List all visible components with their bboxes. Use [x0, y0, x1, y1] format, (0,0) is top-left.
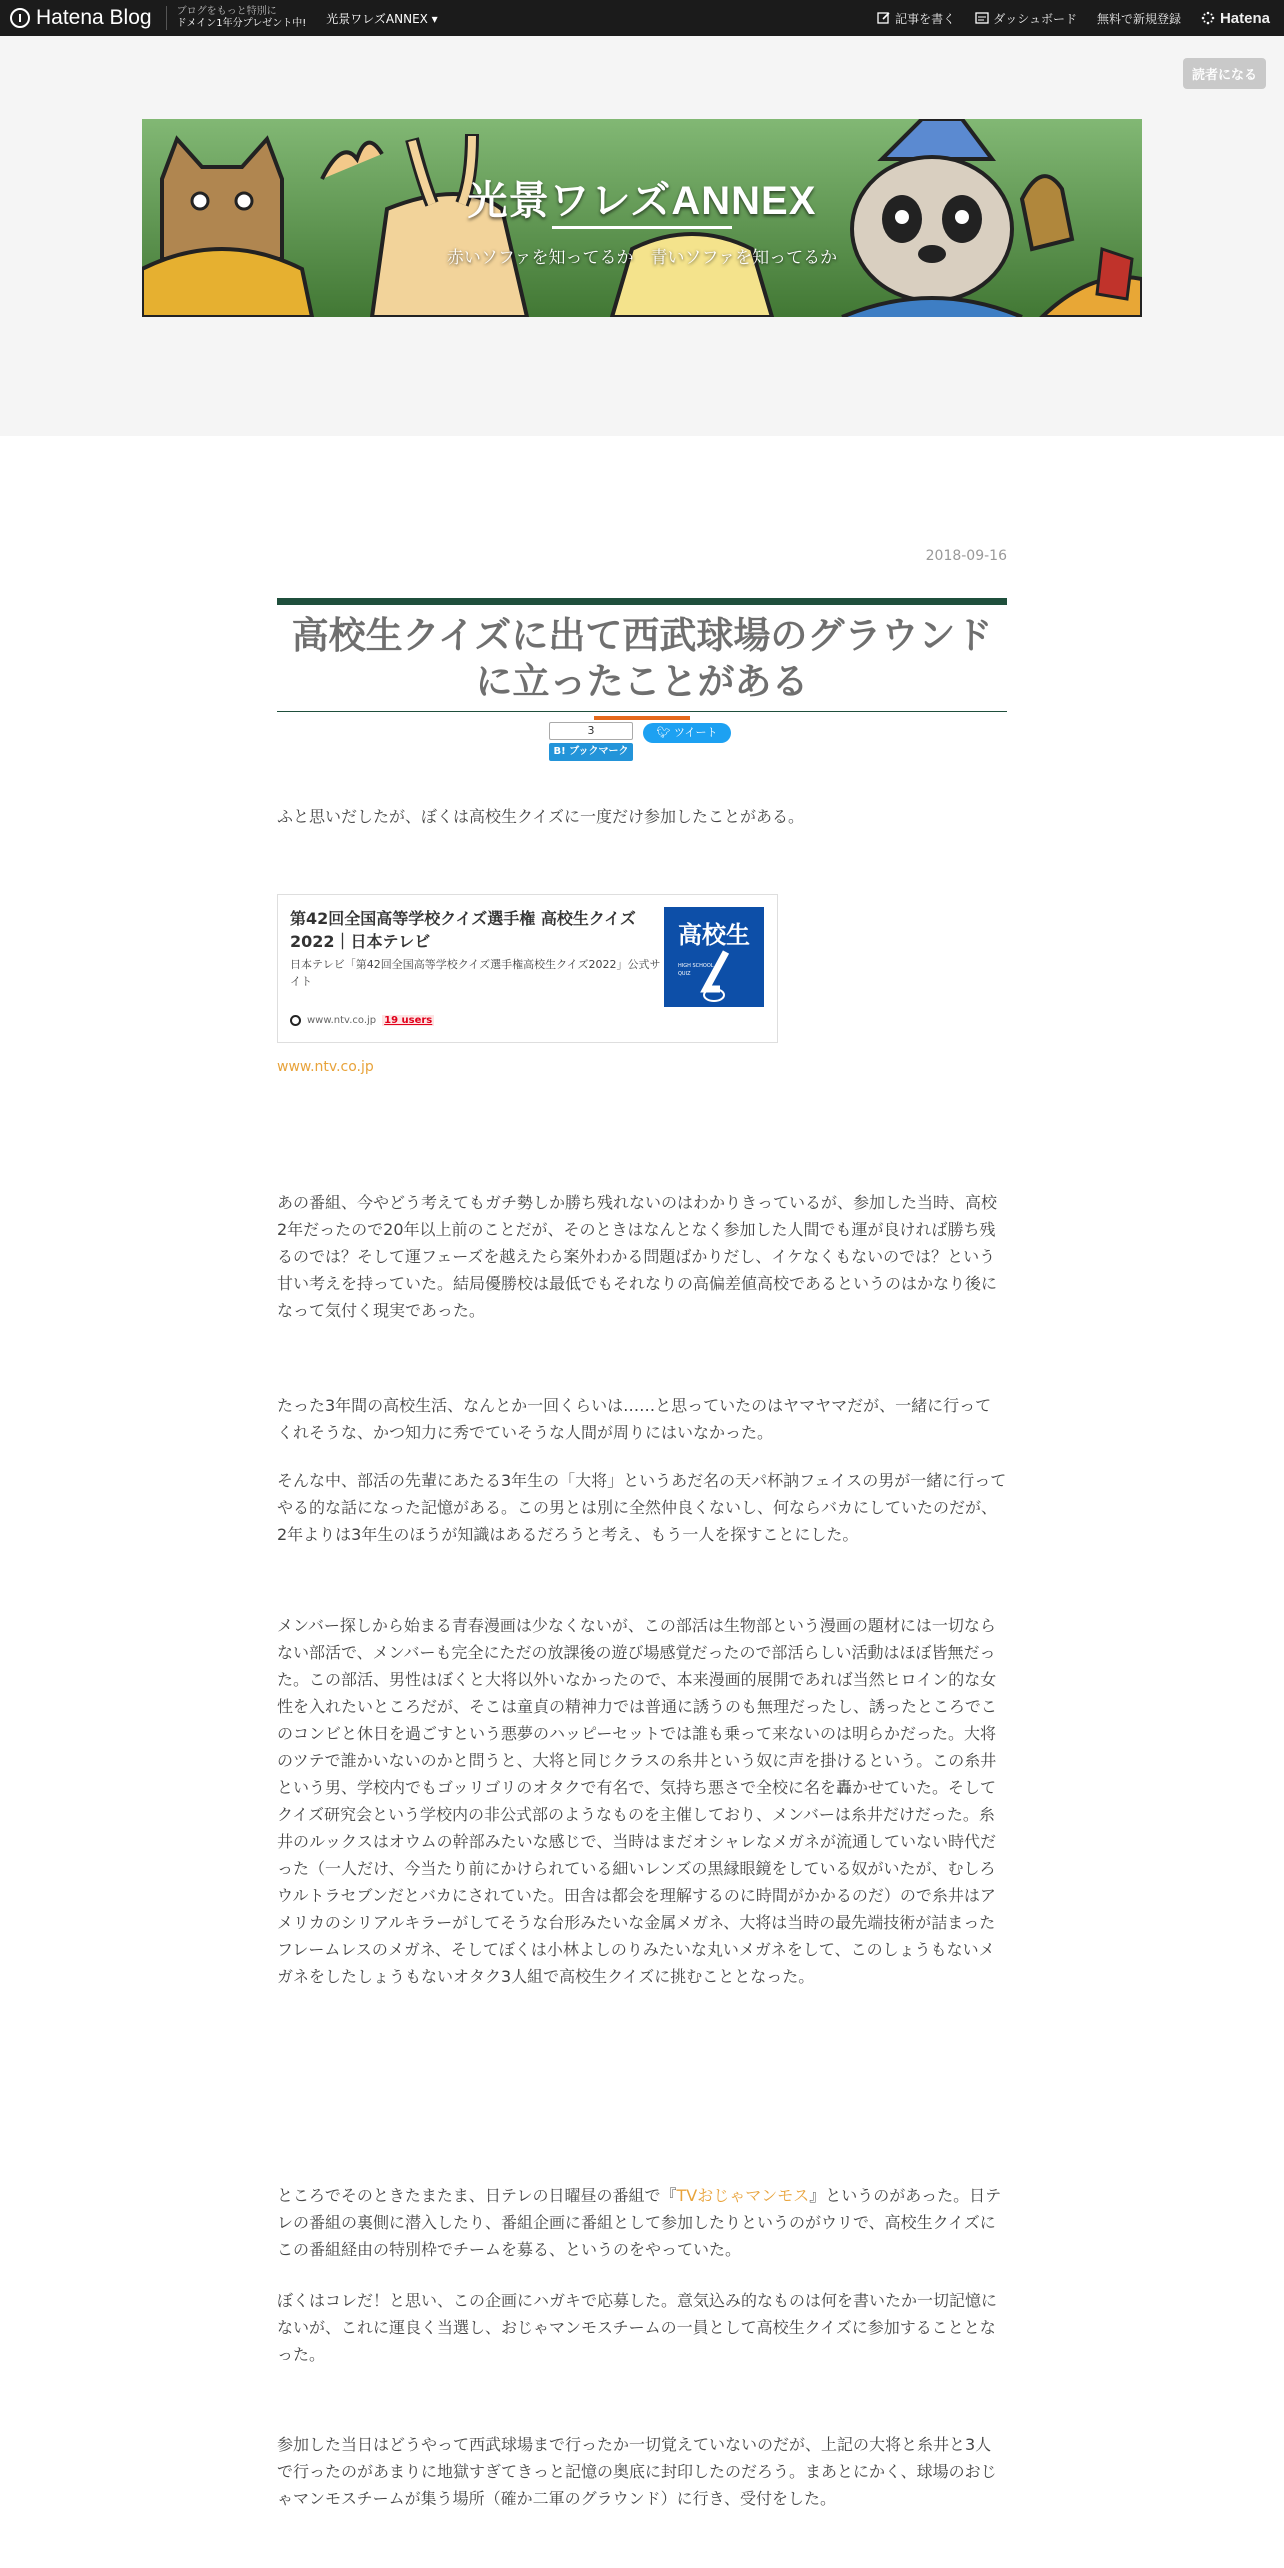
header-banner[interactable]	[142, 119, 1142, 317]
blog-description: 赤いソファを知ってるか 青いソファを知ってるか	[446, 248, 838, 268]
card-description: 日本テレビ「第42回全国高等学校クイズ選手権高校生クイズ2022」公式サイト	[290, 958, 661, 988]
hatena-bookmark-widget[interactable]	[549, 722, 633, 761]
paragraph-5: メンバー探しから始まる青春漫画は少なくないが、この部活は生物部という漫画の題材には一切ならない部活で、メンバーも完全にただの放課後の遊び場感覚だったので部活らしい活動はほぼ皆無だった。この部活、男性はぼくと大将以外いなかったので、本来漫画的展開であれば当然ヒロイン的な女性を入れたいところだが、そこは童貞の精神力では普通に誘うのも無理だったし、誘ったところでこのコンビと休日を過ごすという悪夢のハッピーセットでは誰も乗って来ないのは明らかだった。大将のツテで誰かいないのかと問うと、大将と同じクラスの糸井という奴に声を掛けるという。この糸井という男、学校内でもゴッリゴリのオタクで有名で、気持ち悪さで全校に名を轟かせていた。そしてクイズ研究会という学校内の非公式部のようなものを主催しており、メンバーは糸井だけだった。糸井のルックスはオウムの幹部みたいな感じで、当時はまだオシャレなメガネが流通していない時代だった（一人だけ、今当たり前にかけられている細いレンズの黒縁眼鏡をしている奴がいたが、むしろウルトラセブンだとバカにされていた。田舎は都会を理解するのに時間がかかるのだ）ので糸井はアメリカのシリアルキラーがしてそうな台形みたいな金属メガネ、大将は当時の最先端技術が詰まったフレームレスのメガネ、そしてぼくは小林よしのりみたいな丸いメガネをして、このしょうもないメガネをしたしょうもないオタク3人組で高校生クイズに挑むこととなった。	[277, 1616, 997, 1986]
link-card[interactable]	[277, 894, 778, 1043]
global-header	[0, 0, 1284, 36]
paragraph-3: たった3年間の高校生活、なんとか一回くらいは……と思っていたのはヤマヤマだが、一緒に行ってくれそうな、かつ知力に秀でていそうな人間が周りにはいなかった。	[277, 1396, 992, 1442]
write-entry-link[interactable]	[877, 10, 955, 27]
domain-promo[interactable]	[166, 6, 307, 30]
p6-text-before: ところでそのときたまたま、日テレの日曜昼の番組で『	[277, 2186, 677, 2205]
site-favicon-icon	[290, 1015, 301, 1026]
subscribe-button[interactable]: 読者になる	[1183, 58, 1266, 89]
tv-ojamammoth-link[interactable]: TVおじゃマンモス	[676, 2186, 810, 2205]
paragraph-7: ぼくはコレだ！と思い、この企画にハガキで応募した。意気込み的なものは何を書いたか一切記憶にないが、これに運良く当選し、おじゃマンモスチームの一員として高校生クイズに参加することとなった。	[277, 2291, 998, 2364]
share-buttons	[549, 722, 731, 761]
write-entry-label: 記事を書く	[895, 11, 956, 26]
paragraph-8: 参加した当日はどうやって西武球場まで行ったか一切覚えていないのだが、上記の大将と糸井と3人で行ったのがあまりに地獄すぎてきっと記憶の奥底に封印したのだろう。まあとにかく、球場のおじゃマンモスチームが集う場所（確か二軍のグラウンド）に行き、受付をした。	[277, 2435, 997, 2508]
logo-text: Hatena Blog	[36, 6, 152, 29]
dashboard-icon	[975, 11, 989, 25]
dashboard-label: ダッシュボード	[993, 11, 1077, 26]
entry-title-bar	[277, 598, 1007, 605]
edit-icon	[877, 11, 891, 25]
title-underline	[552, 226, 732, 229]
hatena-brand-link[interactable]	[1201, 10, 1270, 27]
paragraph-6	[277, 2182, 1007, 2263]
twitter-bird-icon: 🐦︎	[656, 726, 674, 739]
paragraph-2: あの番組、今やどう考えてもガチ勢しか勝ち残れないのはわかりきっているが、参加した当時、高校2年だったので20年以上前のことだが、そのときはなんとなく参加した人間でも運が良ければ勝ち残るのでは？そして運フェーズを越えたら案外わかる問題ばかりだし、イケなくもないのでは？という甘い考えを持っていた。結局優勝校は最低でもそれなりの高偏差値高校であるというのはかなり後になって気付く現実であった。	[277, 1193, 998, 1320]
svg-text:HIGH SCHOOL: HIGH SCHOOL	[678, 963, 714, 969]
dashboard-link[interactable]	[975, 10, 1077, 27]
bookmark-users-badge[interactable]: 19 users	[384, 1015, 433, 1026]
blog-title[interactable]: 光景ワレズANNEX	[467, 179, 817, 223]
promo-line2: ドメイン1年分プレゼント中!	[176, 18, 307, 29]
card-thumbnail-logo	[664, 907, 764, 1007]
bookmark-button[interactable]: B! ブックマーク	[549, 743, 633, 761]
paragraph-4: そんな中、部活の先輩にあたる3年生の「大将」というあだ名の天パ杯訥フェイスの男が一緒に行ってやる的な話になった記憶がある。この男とは別に全然仲良くないし、何ならバカにしていたのだが、2年よりは3年生のほうが知識はあるだろうと考え、もう一人を探すことにした。	[277, 1471, 1007, 1544]
tweet-label: ツイート	[674, 726, 718, 739]
hatena-blog-logo[interactable]	[10, 6, 152, 30]
card-domain: www.ntv.co.jp	[307, 1015, 377, 1026]
global-header-actions	[877, 0, 1270, 36]
brand-label: Hatena	[1219, 9, 1270, 27]
entry-title-accent	[594, 716, 690, 720]
p6-text-after: 』というのがあった。日テレの番組の裏側に潜入したり、番組企画に番組として参加したりというのがウリで、高校生クイズにこの番組経由の特別枠でチームを募る、というのをやっていた。	[277, 2186, 1002, 2259]
hatena-dots-icon	[1201, 11, 1215, 25]
card-title[interactable]: 第42回全国高等学校クイズ選手権 高校生クイズ2022｜日本テレビ	[290, 909, 636, 951]
card-source-link[interactable]: www.ntv.co.jp	[277, 1059, 374, 1075]
entry-title[interactable]: 高校生クイズに出て西武球場のグラウンドに立ったことがある	[277, 613, 1007, 712]
thumb-text: 高校生	[678, 921, 750, 949]
entry-date[interactable]: 2018-09-16	[925, 548, 1007, 564]
hatena-logo-icon	[10, 8, 30, 28]
promo-line1: ブログをもっと特別に	[176, 6, 277, 17]
svg-text:QUIZ: QUIZ	[678, 971, 691, 977]
entry-header	[277, 598, 1007, 720]
paragraph-1: ふと思いだしたが、ぼくは高校生クイズに一度だけ参加したことがある。	[277, 807, 805, 826]
blog-menu-dropdown[interactable]: 光景ワレズANNEX ▾	[326, 11, 438, 26]
tweet-button[interactable]	[643, 723, 731, 743]
bookmark-count[interactable]: 3	[549, 722, 633, 740]
card-footer	[290, 1015, 434, 1026]
card-thumbnail[interactable]	[664, 907, 764, 1007]
signup-link[interactable]: 無料で新規登録	[1096, 11, 1181, 26]
